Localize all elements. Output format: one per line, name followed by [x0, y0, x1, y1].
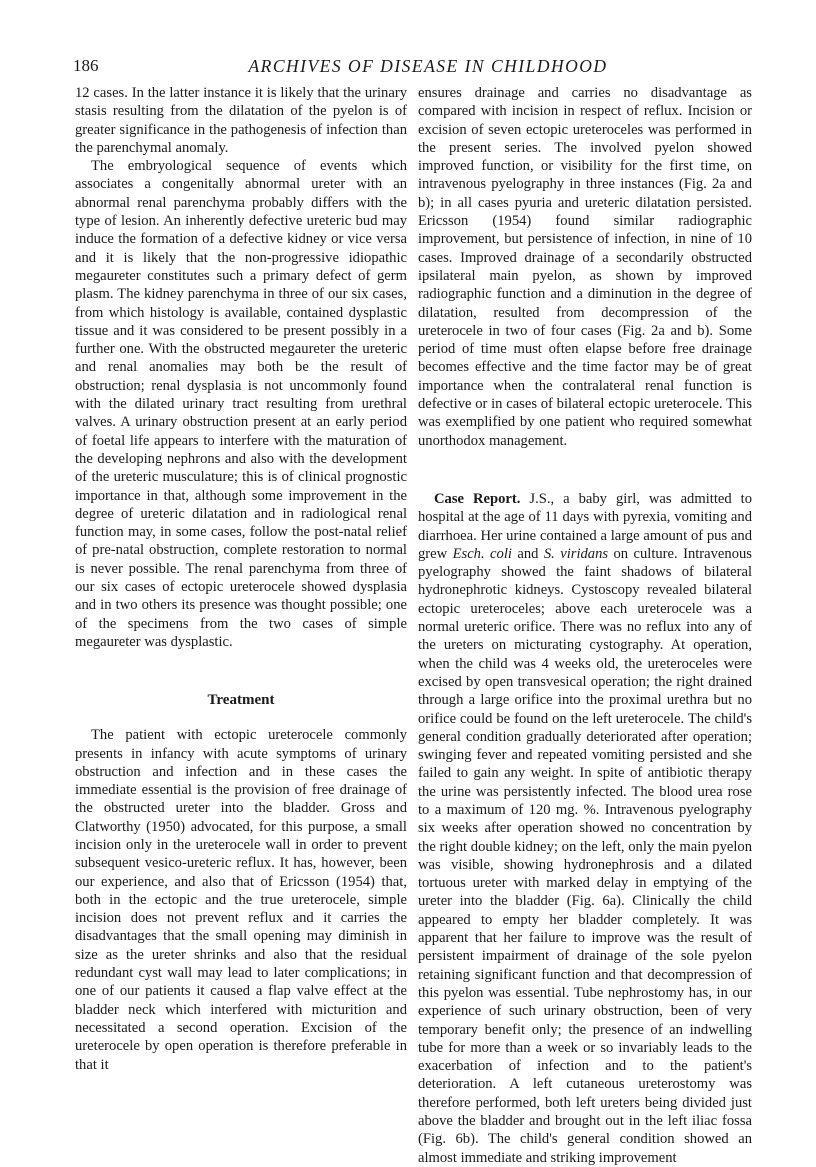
left-column [75, 84, 407, 1074]
right-column [418, 84, 752, 1167]
organism-name: Esch. coli [452, 545, 512, 562]
paragraph: 12 cases. In the latter instance it is likely that the urinary stasis resulting from the dilatation of the pyelon is of greater significance in the pathogenesis of infection than the parenchymal anomaly. [75, 85, 407, 156]
paragraph: The patient with ectopic ureterocele commonly presents in infancy with acute symptoms of urinary obstruction and infection and in these cases the immediate essential is the provision of free drainage of the obstructed ureter into the bladder. Gross and Clatworthy (1950) advocated, for this purpose, a small incision only in the ureterocele wall in order to prevent subsequent vesico-ureteric reflux. It has, however, been our experience, and also that of Ericsson (1954) that, both in the ectopic and the true ureterocele, simple incision does not prevent reflux and it carries the disadvantages that the small opening may diminish in size as the ureter shrinks and also that the residual redundant cyst wall may lead to later complications; in one of our patients it caused a flap valve effect at the bladder neck which interfered with micturition and necessitated a second operation. Excision of the ureterocele by open operation is therefore preferable in that it [75, 727, 407, 1073]
running-title: ARCHIVES OF DISEASE IN CHILDHOOD [248, 56, 608, 76]
page-number: 186 [73, 56, 99, 75]
paragraph: ensures drainage and carries no disadvantage as compared with incision in respect of reflux. Incision or excision of seven ectopic ureteroceles was performed in the present series. The involved pyelon showed improved function, or visibility for the first time, on intravenous pyelography in three instances (Fig. 2a and b); in all cases pyuria and ureteric dilatation persisted. Ericsson (1954) found similar radiographic improvement, but persistence of infection, in nine of 10 cases. Improved drainage of a secondarily obstructed ipsilateral main pyelon, as shown by improved radiographic function and a diminution in the degree of dilatation, resulted from decompression of the ureterocele in two of four cases (Fig. 2a and b). Some period of time must often elapse before free drainage becomes effective and the time factor may be of great importance when the contralateral renal function is defective or in cases of bilateral ectopic ureterocele. This was exemplified by one patient who required somewhat unorthodox management. [418, 85, 752, 449]
section-heading-treatment: Treatment [207, 692, 275, 709]
case-report-paragraph [418, 490, 752, 1167]
paragraph-gap [418, 450, 752, 490]
paragraph: The embryological sequence of events which associates a congenitally abnormal ureter with an abnormal renal parenchyma probably differs with the type of lesion. An inherently defective ureteric bud may induce the formation of a defective kidney or vice versa and it is likely that the non-progressive idiopathic megaureter constitutes such a primary defect of germ plasm. The kidney parenchyma in three of our six cases, from which histology is available, contained dysplastic tissue and it was considered to be present possibly in a further one. With the obstructed megaureter the ureteric and renal anomalies may both be the result of obstruction; renal dysplasia is not uncommonly found with the dilated urinary tract resulting from urethral valves. A urinary obstruction present at an early period of foetal life appears to interfere with the maturation of the developing nephrons and also with the development of the ureteric musculature; this is of clinical prognostic importance in that, although some improvement in the degree of ureteric dilatation and in radiological renal function may, in some cases, follow the post-natal relief of pre-natal obstruction, complete restoration to normal is never possible. The renal parenchyma from three of our six cases of ectopic ureterocele showed dysplasia and in two others its presence was thought possible; one of the specimens from the two cases of simple megaureter was dysplastic. [75, 158, 407, 650]
organism-name: S. viridans [543, 545, 609, 562]
case-report-label: Case Report. [434, 490, 521, 507]
case-text: and [511, 545, 544, 562]
case-text: on culture. Intravenous pyelography showed the faint shadows of bilateral hydronephrotic kidneys. Cystoscopy revealed bilateral ectopic ureteroceles; above each ureterocele was a normal ureteric orifice. There was no reflux into any of the ureters on micturating cystography. At operation, when the child was 4 weeks old, the ureteroceles were excised by open transvesical operation; the right drained through a large orifice into the proximal urethra but no orifice could be found on the left ureterocele. The child's general condition gradually deteriorated after operation; swinging fever and repeated vomiting persisted and she failed to gain any weight. In spite of antibiotic therapy the urine was persistently infected. The blood urea rose to a maximum of 120 mg. %. Intravenous pyelography six weeks after operation showed no concentration by the right double kidney; on the left, only the main pyelon was visible, showing hydronephrosis and a dilated tortuous ureter with marked delay in emptying of the ureter into the bladder (Fig. 6a). Clinically the child appeared to empty her bladder completely. It was apparent that her failure to improve was the result of persistent impairment of drainage of the sole pyelon retaining significant function and that decompression of this pyelon was essential. Tube nephrostomy has, in our experience of such urinary obstruction, been of very temporary benefit only; the presence of an indwelling tube for more than a week or so invariably leads to the exacerbation of infection and to the patient's deterioration. A left cutaneous ureterostomy was therefore performed, both left ureters being divided just above the bladder and brought out in the left iliac fossa (Fig. 6b). The child's general condition showed an almost immediate and striking improvement [418, 545, 752, 1166]
page-header [73, 56, 743, 84]
case-text: J.S., a baby girl, was admitted to hospital at the age of 11 days with pyrexia, vomiting and diarrhoea. Her urine contained a large amount of pus and grew [418, 490, 752, 562]
